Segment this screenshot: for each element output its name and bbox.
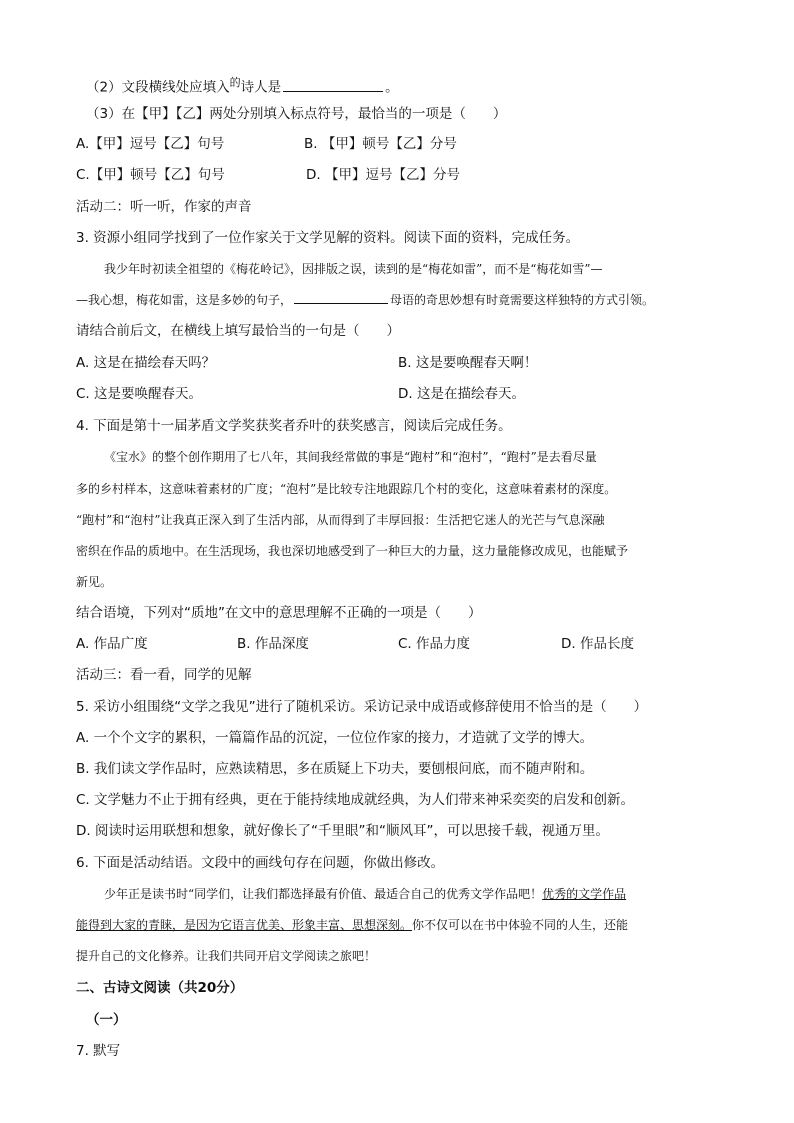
item6-line1: 少年正是读书时“同学们，让我们都选择最有价值、最适合自己的优秀文学作品吧！优秀的文学作品 bbox=[104, 887, 627, 901]
item4-task: 结合语境，下列对“质地”在文中的意思理解不正确的一项是（ ） bbox=[76, 605, 482, 621]
item7-heading: 7. 默写 bbox=[76, 1043, 121, 1059]
q3-option-b: B. 【甲】顿号【乙】分号 bbox=[304, 136, 457, 152]
item4-quote-line5: 新见。 bbox=[76, 575, 113, 589]
section-2-heading: 二、古诗文阅读（共20分） bbox=[76, 980, 244, 996]
item4-option-b: B. 作品深度 bbox=[237, 636, 309, 652]
item5-option-a: A. 一个个文字的累积，一篇篇作品的沉淀，一位位作家的接力，才造就了文学的博大。 bbox=[76, 730, 594, 746]
item4-option-c: C. 作品力度 bbox=[398, 636, 471, 652]
q3-option-a: A.【甲】逗号【乙】句号 bbox=[76, 136, 225, 152]
q3-stem: （3）在【甲】【乙】两处分别填入标点符号，最恰当的一项是（ ） bbox=[86, 106, 507, 122]
item3-option-a: A. 这是在描绘春天吗？ bbox=[76, 355, 216, 371]
item3-quote-line1: 我少年时初读全祖望的《梅花岭记》，因排版之误，读到的是“梅花如雷”，而不是“梅花如雪”— bbox=[104, 262, 603, 276]
item3-stem: 3. 资源小组同学找到了一位作家关于文学见解的资料。阅读下面的资料，完成任务。 bbox=[76, 230, 580, 246]
subsection-1-heading: （一） bbox=[86, 1012, 127, 1028]
item6-line2: 能得到大家的青睐，是因为它语言优美、形象丰富、思想深刻。你不仅可以在书中体验不同的人生，还能 bbox=[76, 918, 629, 932]
q3-option-d: D. 【甲】逗号【乙】分号 bbox=[306, 167, 460, 183]
q2-small-char: 的 bbox=[229, 76, 241, 89]
activity-3-heading: 活动三：看一看，同学的见解 bbox=[76, 667, 252, 683]
item6-underlined-sentence-part2: 能得到大家的青睐，是因为它语言优美、形象丰富、思想深刻。 bbox=[76, 918, 413, 932]
item4-quote-line4: 密织在作品的质地中。在生活现场，我也深切地感受到了一种巨大的力量，这力量能修改成见，也能赋予 bbox=[76, 544, 629, 558]
q2-line bbox=[86, 73, 746, 98]
q3-option-c: C.【甲】顿号【乙】句号 bbox=[76, 167, 225, 183]
item3-option-c: C. 这是要唤醒春天。 bbox=[76, 386, 203, 402]
item4-quote-line3: “跑村”和“泡村”让我真正深入到了生活内部，从而得到了丰厚回报：生活把它迷人的光芒与气息深融 bbox=[76, 513, 605, 527]
item4-option-a: A. 作品广度 bbox=[76, 636, 148, 652]
item4-option-d: D. 作品长度 bbox=[561, 636, 634, 652]
item5-option-c: C. 文学魅力不止于拥有经典，更在于能持续地成就经典，为人们带来神采奕奕的启发和创新。 bbox=[76, 792, 635, 808]
activity-2-heading: 活动二：听一听，作家的声音 bbox=[76, 199, 252, 215]
q2-mid: 诗人是 bbox=[240, 79, 282, 96]
item5-stem: 5. 采访小组围绕“文学之我见”进行了随机采访。采访记录中成语或修辞使用不恰当的是（ ） bbox=[76, 699, 648, 715]
item3-task: 请结合前后文，在横线上填写最恰当的一句是（ ） bbox=[76, 323, 400, 339]
item4-stem: 4. 下面是第十一届茅盾文学奖获奖者乔叶的获奖感言，阅读后完成任务。 bbox=[76, 418, 512, 434]
q2-prefix: （2）文段横线处应填入 bbox=[86, 79, 230, 96]
item3-quote-line2: —我心想，梅花如雷，这是多妙的句子， 母语的奇思妙想有时竟需要这样独特的方式引领。 bbox=[76, 293, 655, 307]
item6-stem: 6. 下面是活动结语。文段中的画线句存在问题，你做出修改。 bbox=[76, 855, 445, 871]
item5-option-b: B. 我们读文学作品时，应熟读精思，多在质疑上下功夫，要刨根问底，而不随声附和。 bbox=[76, 761, 594, 777]
q2-end: 。 bbox=[385, 79, 399, 96]
item3-blank bbox=[294, 291, 388, 304]
item6-line3: 提升自己的文化修养。让我们共同开启文学阅读之旅吧！ bbox=[76, 949, 377, 963]
item6-underlined-sentence-part1: 优秀的文学作品 bbox=[542, 887, 627, 901]
item3-option-d: D. 这是在描绘春天。 bbox=[398, 386, 525, 402]
item4-quote-line1: 《宝水》的整个创作期用了七八年，其间我经常做的事是“跑村”和“泡村”，“跑村”是去看尽量 bbox=[104, 450, 597, 464]
q2-blank bbox=[283, 78, 383, 92]
item3-option-b: B. 这是要唤醒春天啊！ bbox=[398, 355, 538, 371]
item4-quote-line2: 多的乡村样本，这意味着素材的广度；“泡村”是比较专注地跟踪几个村的变化，这意味着素材的深度。 bbox=[76, 482, 617, 496]
item5-option-d: D. 阅读时运用联想和想象，就好像长了“千里眼”和“顺风耳”，可以思接千载，视通万里。 bbox=[76, 823, 609, 839]
